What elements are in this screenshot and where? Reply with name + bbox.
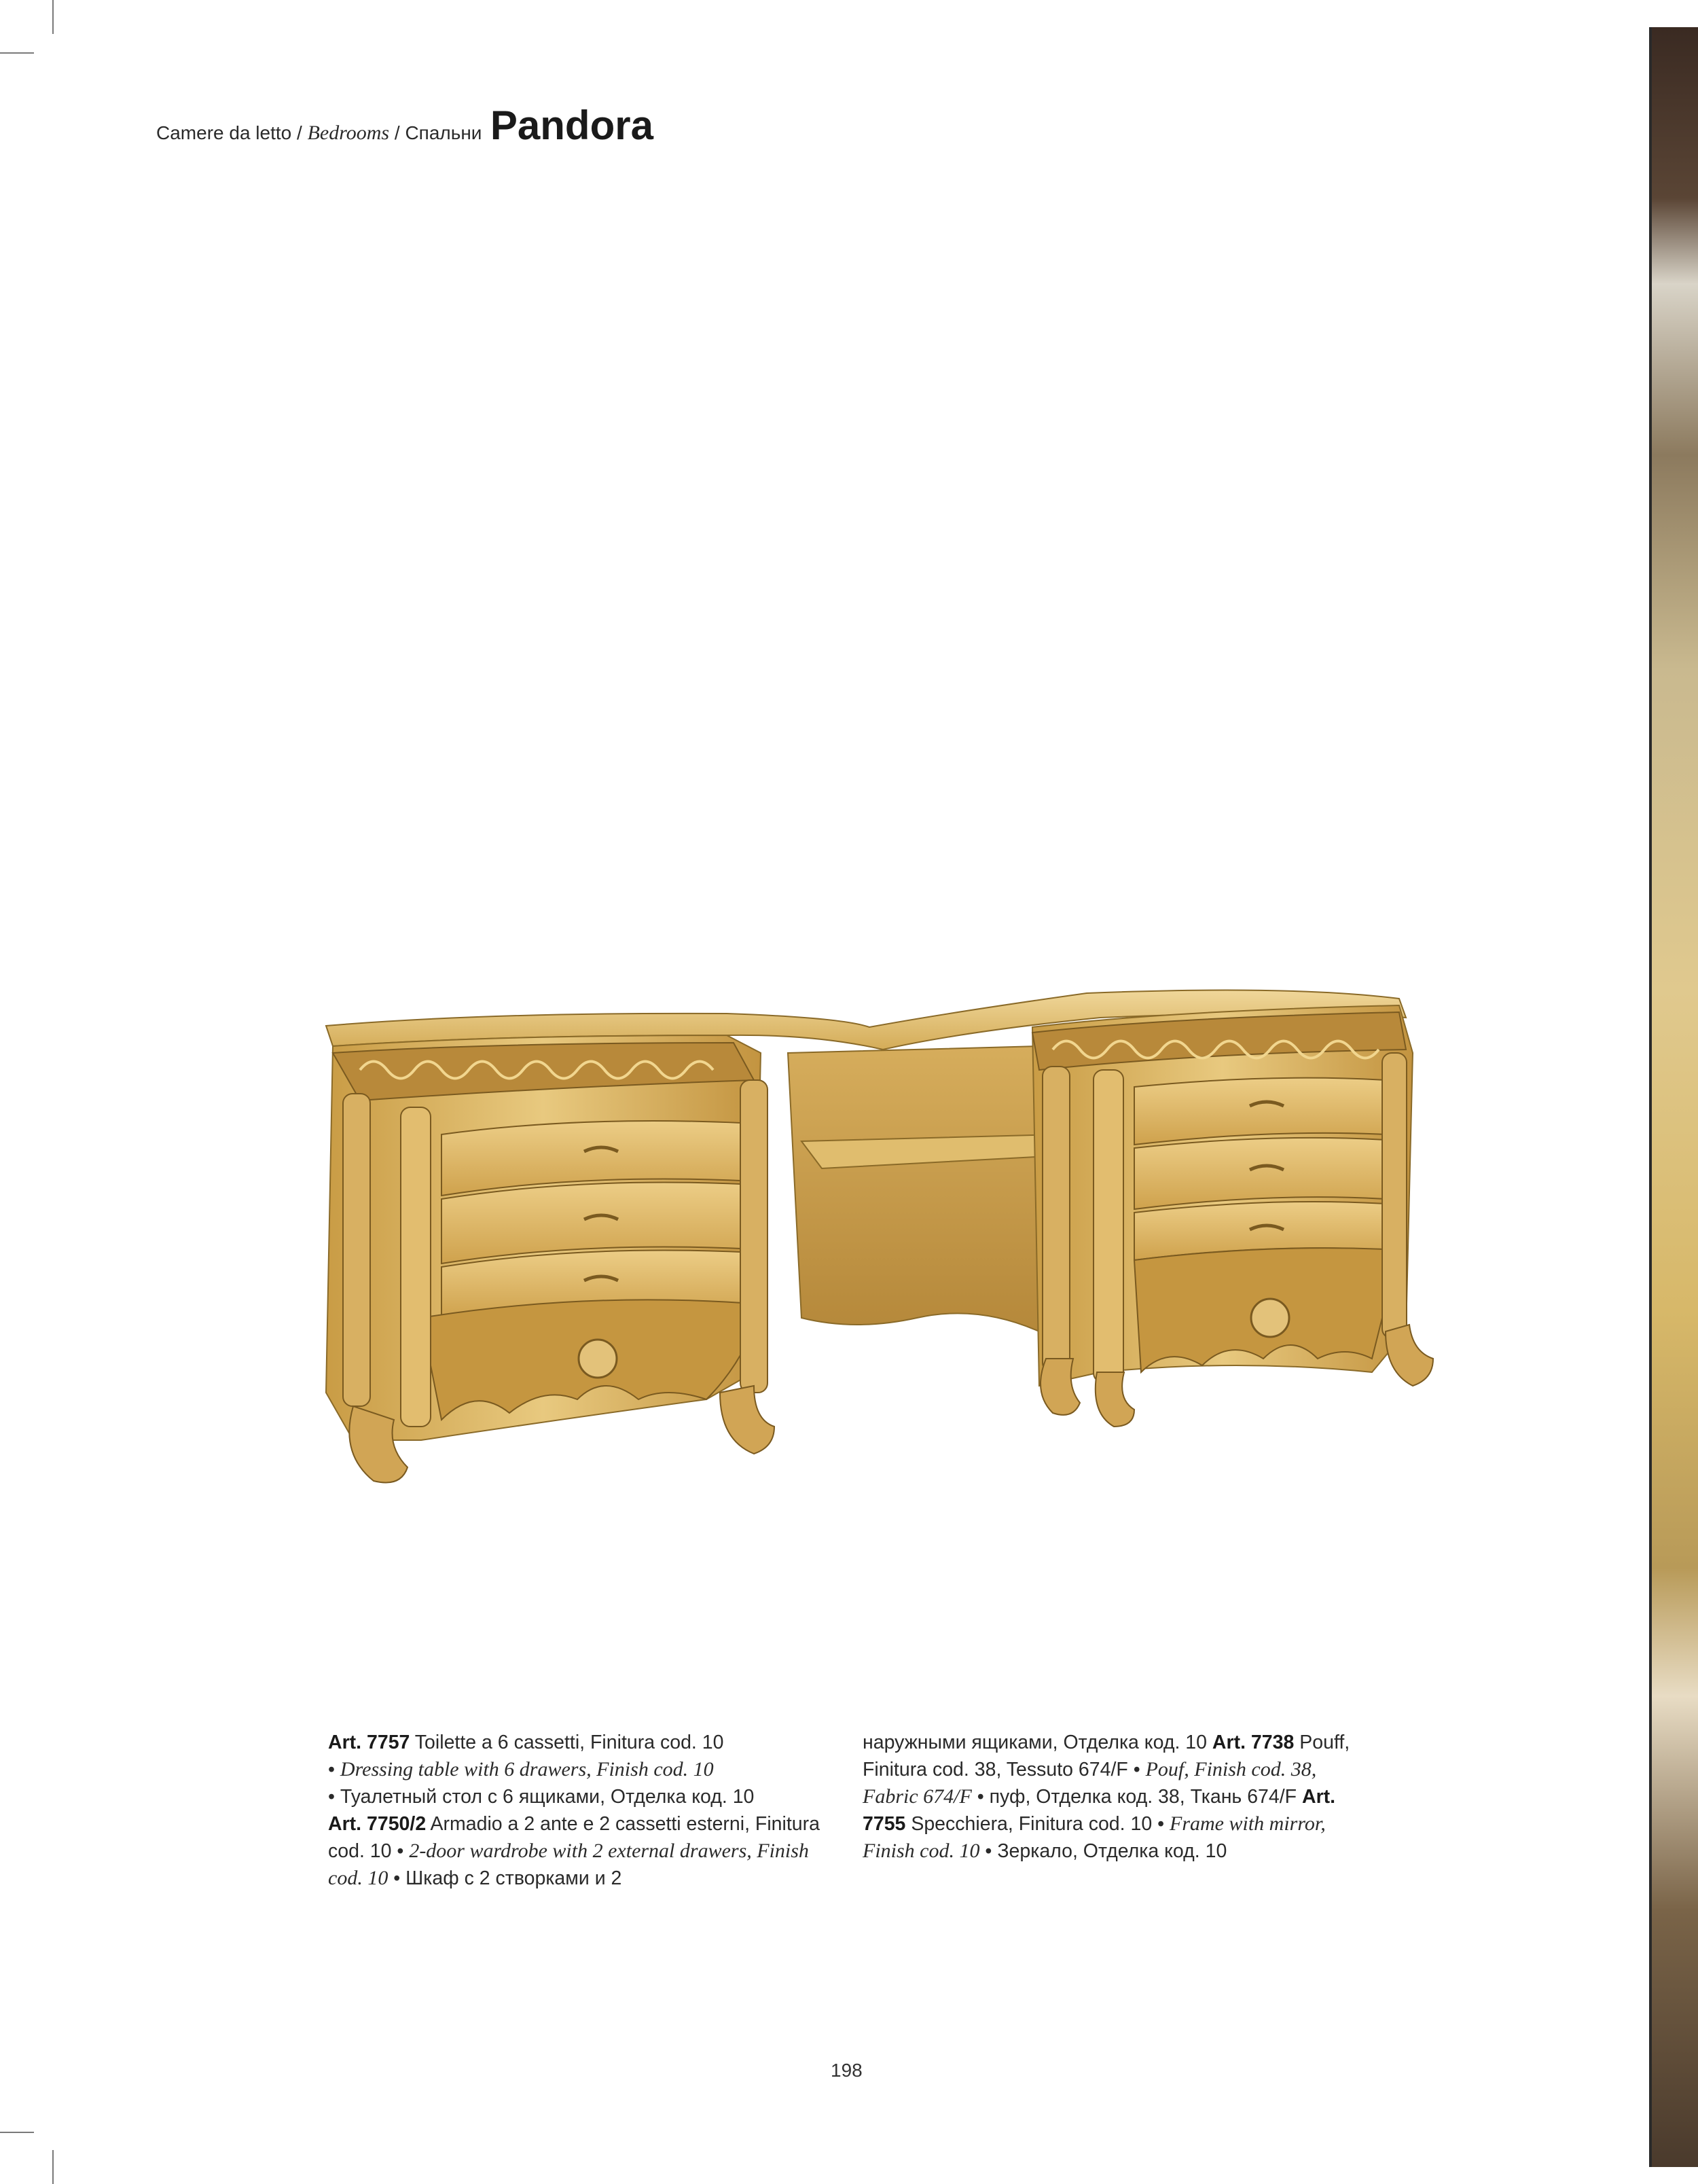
- category-english: Bedrooms: [307, 122, 390, 144]
- caption-right-column: [863, 1729, 1362, 1865]
- header-separator: /: [389, 122, 405, 143]
- article-description-ru: • Шкаф с 2 створками и 2: [388, 1867, 622, 1889]
- page-header: [156, 102, 653, 149]
- article-code: Art. 7757: [328, 1732, 410, 1753]
- bullet: •: [328, 1759, 340, 1780]
- article-description-en: 2-door wardrobe with 2 external drawers, Finish cod. 10: [328, 1840, 809, 1889]
- article-description-it: Pouff, Finitura cod. 38, Tessuto 674/F •: [863, 1732, 1350, 1780]
- article-description-ru: • Туалетный стол с 6 ящиками, Отделка код. 10: [328, 1786, 755, 1808]
- article-description-ru: наружными ящиками, Отделка код. 10: [863, 1732, 1212, 1753]
- article-description-en: Frame with mirror, Finish cod. 10: [863, 1812, 1326, 1862]
- caption-left-column: [328, 1729, 827, 1892]
- article-description-en: Pouf, Finish cod. 38, Fabric 674/F: [863, 1758, 1317, 1808]
- article-description-it: Toilette a 6 cassetti, Finitura cod. 10: [410, 1732, 724, 1753]
- bullet: •: [1152, 1813, 1170, 1835]
- crop-mark-bottom-left-h: [0, 2132, 34, 2133]
- header-separator: /: [291, 122, 308, 143]
- article-description-ru: • пуф, Отделка код. 38, Ткань 674/F: [971, 1786, 1302, 1808]
- article-description-en: Dressing table with 6 drawers, Finish cod. 10: [340, 1758, 714, 1780]
- crop-mark-bottom-left-v: [52, 2150, 54, 2184]
- article-description-it: Specchiera, Finitura cod. 10: [905, 1813, 1153, 1835]
- page-number: 198: [831, 2060, 863, 2081]
- crop-mark-top-left-h: [0, 52, 34, 54]
- category-italian: Camere da letto: [156, 122, 292, 143]
- category-russian: Спальни: [405, 122, 482, 143]
- crop-mark-top-left-v: [52, 0, 54, 34]
- article-description-ru: • Зеркало, Отделка код. 10: [979, 1840, 1227, 1862]
- article-description-it: Armadio a 2 ante e 2 cassetti esterni, Finitura cod. 10 •: [328, 1813, 820, 1862]
- collection-title: Pandora: [490, 103, 653, 148]
- article-code: Art. 7755: [863, 1786, 1336, 1835]
- product-photo-dressing-table: [285, 951, 1467, 1562]
- article-code: Art. 7738: [1212, 1732, 1295, 1753]
- facing-page-edge-image: [1649, 27, 1698, 2167]
- article-code: Art. 7750/2: [328, 1813, 427, 1835]
